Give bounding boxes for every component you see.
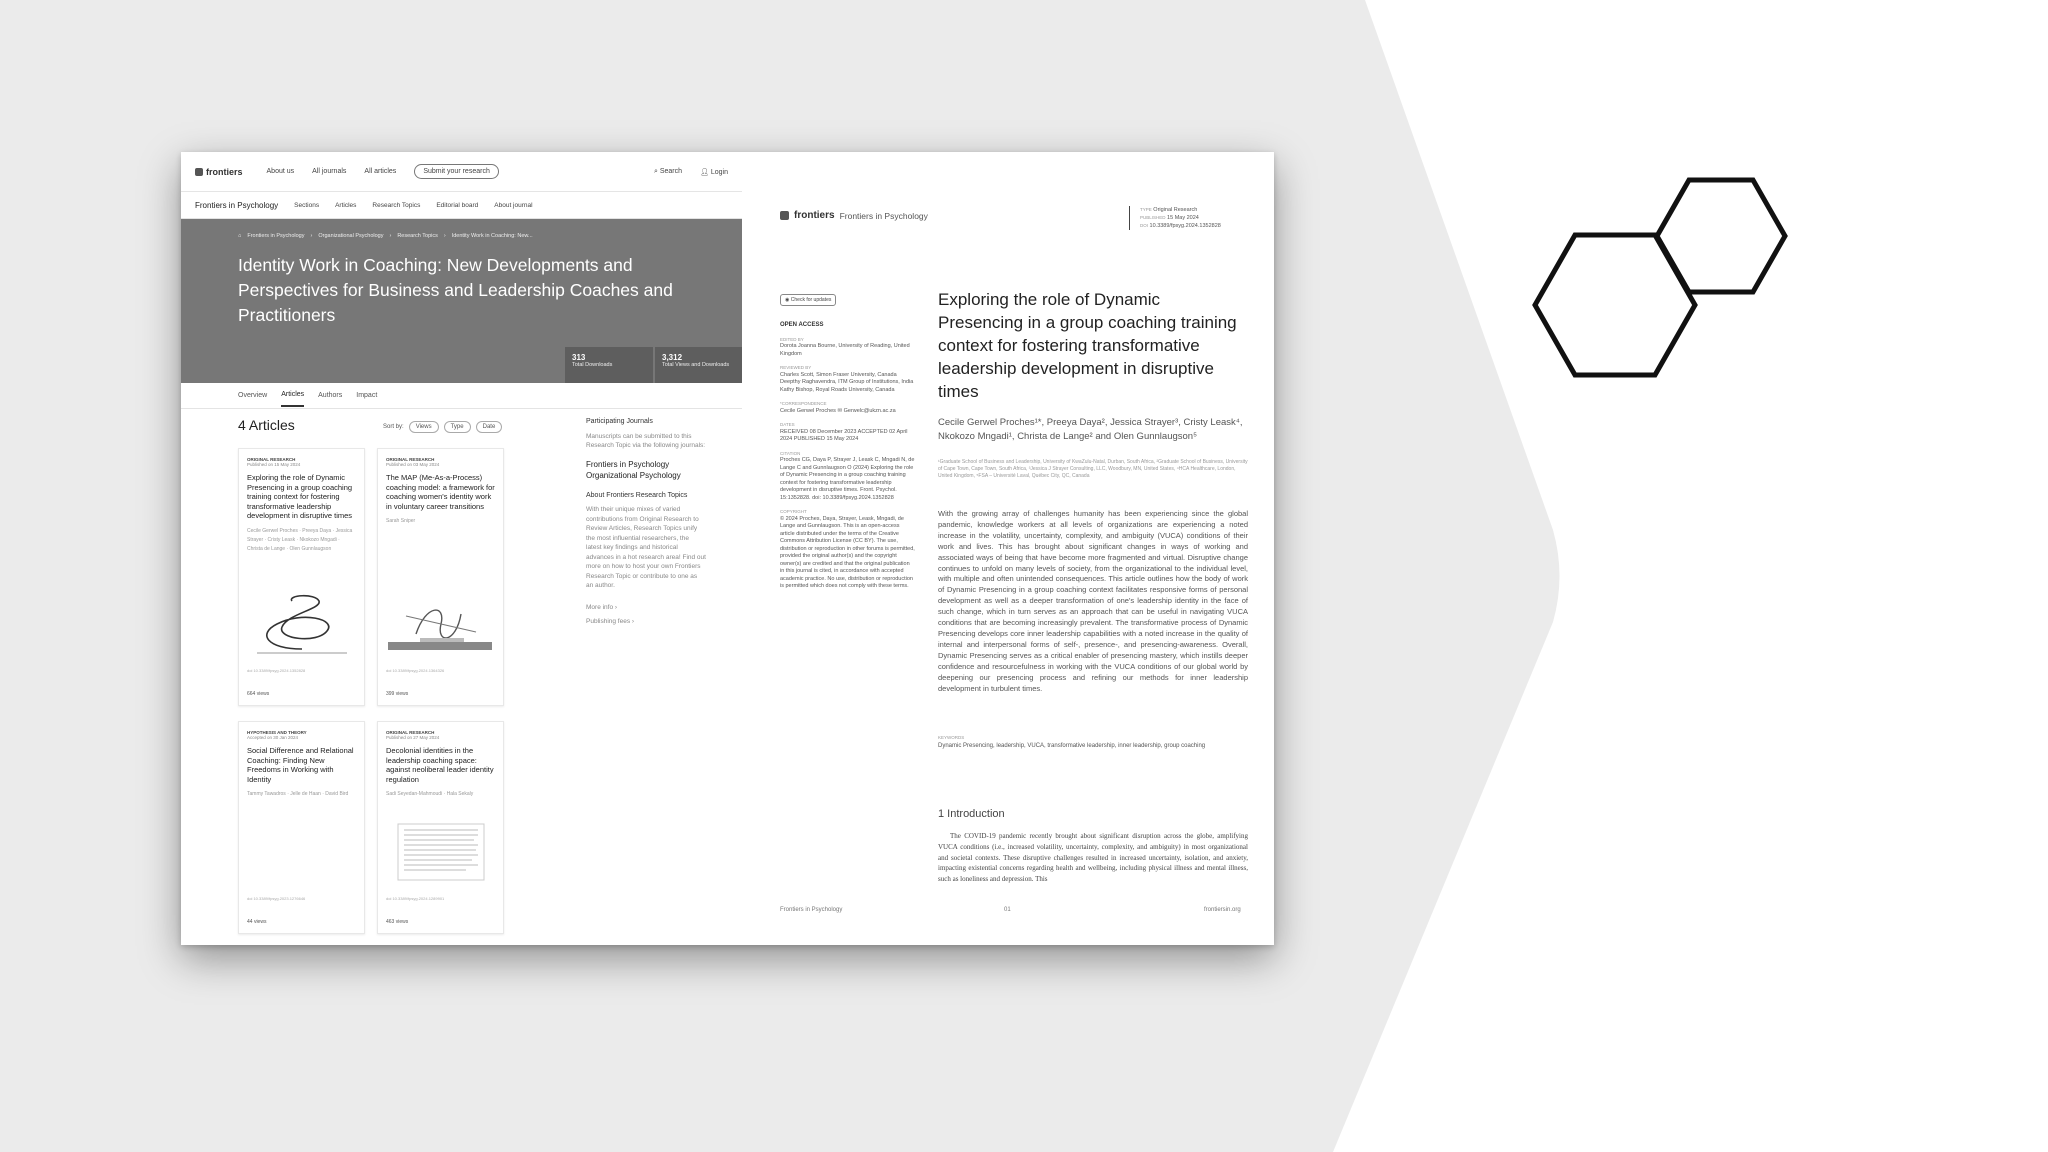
downloads-value: 313 (572, 353, 586, 362)
article-type: ORIGINAL RESEARCH (386, 457, 435, 462)
subnav-sections[interactable]: Sections (294, 201, 320, 209)
subnav-about-journal[interactable]: About journal (494, 201, 533, 209)
article-meta (1129, 206, 1221, 230)
nav-about-us[interactable]: About us (266, 168, 295, 175)
article-doi: doi 10.3389/fpsyg.2024.1352828 (247, 668, 306, 673)
article-card[interactable] (377, 448, 504, 706)
article-doi: doi 10.3389/fpsyg.2024.1289901 (386, 896, 445, 901)
breadcrumb-current: Identity Work in Coaching: New... (451, 233, 533, 239)
tab-impact[interactable]: Impact (356, 392, 378, 399)
footer-site: frontiersin.org (1204, 907, 1241, 913)
articles-count: 4 Articles (238, 417, 295, 433)
dates-block: DATES RECEIVED 08 December 2023 ACCEPTED 02 April 2024 PUBLISHED 15 May 2024 (780, 422, 908, 442)
breadcrumb-journal[interactable]: Frontiers in Psychology (247, 233, 305, 239)
article-keywords (938, 734, 1248, 750)
sort-controls (383, 421, 502, 433)
article-date: Accepted on 30 Jan 2024 (247, 735, 299, 740)
keywords-text: Dynamic Presencing, leadership, VUCA, transformative leadership, inner leadership, group coaching (938, 743, 1206, 749)
participating-journals-text: Manuscripts can be submitted to this Research Topic via the following journals: (586, 432, 706, 449)
article-title[interactable]: Social Difference and Relational Coaching: Finding New Freedoms in Working with Identity (247, 746, 354, 784)
views-label: Total Views and Downloads (662, 362, 730, 368)
article-title: Exploring the role of Dynamic Presencing in a group coaching training context for fostering transformative leadership development in disruptive times (938, 290, 1237, 401)
tab-overview[interactable]: Overview (238, 392, 268, 399)
check-updates-label: Check for updates (790, 297, 832, 303)
nav-all-journals[interactable]: All journals (312, 168, 347, 175)
map-model-diagram-thumbnail (386, 594, 496, 659)
correspondence-block: *CORRESPONDENCE Cecile Gerwel Proches ✉ Gerwelc@ukzn.ac.za (780, 401, 896, 414)
sort-label: Sort by: (383, 424, 404, 430)
article-type: ORIGINAL RESEARCH (247, 457, 296, 462)
tab-articles[interactable]: Articles (281, 384, 304, 407)
article-authors: Sarah Sniper (386, 518, 416, 524)
pdf-journal: Frontiers in Psychology (839, 210, 928, 221)
article-type: ORIGINAL RESEARCH (386, 730, 435, 735)
article-date: Published on 27 May 2024 (386, 735, 440, 740)
article-type: HYPOTHESIS AND THEORY (247, 730, 307, 735)
subnav-articles[interactable]: Articles (335, 201, 357, 209)
article-sidebar-info (780, 322, 915, 597)
more-info-link[interactable]: More info › (586, 603, 618, 611)
article-card[interactable] (377, 721, 504, 934)
article-card[interactable] (238, 448, 365, 706)
about-topics-text: With their unique mixes of varied contributions from Original Research to Review Articles, Research Topics unify the most influential researchers, the latest key findings and historical advances in a hot research area! Find out more on how to host your own Frontiers Research Topic or contribute to one as an author. (586, 506, 706, 589)
tab-authors[interactable]: Authors (318, 392, 343, 399)
about-topics-heading: About Frontiers Research Topics (586, 491, 688, 499)
research-topic-page (181, 152, 742, 945)
breadcrumb: ⌂ Frontiers in Psychology › Organizational Psychology › Research Topics › Identity Work in Coaching: New... (238, 233, 533, 239)
article-abstract: With the growing array of challenges humanity has been experiencing since the global pandemic, knowledge workers at all levels of organizations are experiencing a noted increase in the volatility, uncertainty, complexity, and ambiguity (VUCA) conditions of their work and lives. This has brought about significant changes in ways of working and associated ways of being that have become more fragmented and virtual. Disruptive change continues to unfold on many levels of society, from the organizational to the individual level, with multiple and often unintended consequences. This article outlines how the body of work of Dynamic Presencing in a group coaching context facilitates responsive forms of personal development as well as a deeper transformation of one's leadership identity in the face of such change, which in turn serves as an approach that can be useful in navigating VUCA conditions that are becoming increasingly prevalent. The transformative process of Dynamic Presencing develops core inner leadership capabilities with a noted increase in the quality of internal and interpersonal forms of self-, presence-, and presencing-awareness. Overall, Dynamic Presencing serves as a critical enabler of presencing mastery, which instills deeper confidence and resourcefulness in working with the VUCA conditions of our global world by deepening our presencing process and refining our methods for inner leadership development in turbulent times. (938, 509, 1248, 693)
pdf-header-logo (780, 210, 928, 221)
frontiers-logo-icon (195, 168, 203, 176)
introduction-heading: 1 Introduction (938, 808, 1005, 820)
topic-tabs (181, 383, 742, 409)
introduction-text: The COVID-19 pandemic recently brought about significant disruption across the globe, amplifying VUCA conditions (i.e., increased volatility, uncertainty, complexity, and ambiguity) in most organizational and societal contexts. These disruptive challenges resulted in increased uncertainty, isolation, and anxiety, impacting existential concerns regarding health and wellbeing, including physical illness and mental illness, such as loneliness and depression. This (938, 832, 1248, 884)
topic-sidebar (586, 417, 706, 627)
meta-published: PUBLISHED 15 May 2024 (1140, 215, 1199, 221)
participating-journals-heading: Participating Journals (586, 418, 653, 425)
article-title[interactable]: The MAP (Me-As-a-Process) coaching model: a framework for coaching women's identity work in voluntary career transitions (386, 473, 495, 511)
brand-text: frontiers (206, 166, 243, 177)
top-navigation (181, 152, 742, 192)
search-link[interactable]: ⌕ Search (653, 167, 683, 175)
article-views: 463 views (386, 919, 409, 925)
article-card[interactable] (238, 721, 365, 934)
text-page-thumbnail (386, 822, 496, 882)
home-icon[interactable]: ⌂ (238, 233, 242, 239)
topic-title: Identity Work in Coaching: New Developments and Perspectives for Business and Leadership Coaches and Practitioners (238, 255, 673, 325)
sort-views[interactable]: Views (409, 421, 439, 433)
article-title[interactable]: Decolonial identities in the leadership coaching space: against neoliberal leader identity regulation (386, 746, 494, 784)
article-views: 44 views (247, 919, 267, 925)
subnav-research-topics[interactable]: Research Topics (372, 201, 421, 209)
reviewed-by-block: REVIEWED BY Charles Scott, Simon Fraser University, Canada Deepthy Raghavendra, ITM Group of Institutions, India Kathy Bishop, Royal Roads University, Canada (780, 365, 914, 393)
publishing-fees-label: Publishing fees (586, 618, 631, 625)
frontiers-logo[interactable] (195, 167, 243, 177)
open-access-label: OPEN ACCESS (780, 322, 824, 328)
nav-all-articles[interactable]: All articles (364, 168, 397, 175)
downloads-stat (565, 347, 653, 383)
article-doi: doi 10.3389/fpsyg.2024.1364326 (386, 668, 445, 673)
check-updates-button[interactable]: ◉ Check for updates (780, 294, 836, 306)
citation-block: CITATION Proches CG, Daya P, Strayer J, Leask C, Mngadi N, de Lange C and Gunnlaugson O (2024) Exploring the role of Dynamic Presencing in a group coaching training context for fostering transformative leadership development in disruptive times. Front. Psychol. 15:1352828. doi: 10.3389/fpsyg.2024.1352828 (780, 450, 915, 501)
two-hexagon-outline-icon (1530, 170, 1810, 390)
pdf-brand: frontiers (794, 210, 835, 221)
views-value: 3,312 (662, 353, 683, 362)
breadcrumb-section[interactable]: Organizational Psychology (318, 233, 384, 239)
copyright-block: COPYRIGHT © 2024 Proches, Daya, Strayer, Leask, Mngadi, de Lange and Gunnlaugson. This is an open-access article distributed under the terms of the Creative Commons Attribution License (CC BY). The use, distribution or reproduction in other forums is permitted, provided the original author(s) and the copyright owner(s) are credited and that the original publication in this journal is cited, in accordance with accepted academic practice. No use, distribution or reproduction is permitted which does not comply with these terms. (780, 509, 915, 589)
views-stat (655, 347, 742, 383)
journal-subnav (181, 192, 742, 219)
publishing-fees-link[interactable]: Publishing fees › (586, 618, 635, 625)
footer-journal: Frontiers in Psychology (780, 907, 843, 913)
article-authors: Sadi Seyedan-Mahmoudi · Hala Sekaly (386, 791, 474, 797)
topic-hero (181, 219, 742, 383)
keywords-label: KEYWORDS (938, 735, 965, 740)
submit-research-button[interactable]: Submit your research (414, 164, 499, 179)
spiral-sketch-thumbnail (247, 589, 357, 659)
search-label: Search (659, 167, 683, 175)
article-authors: Tammy Tawadros · Jelle de Haan · David Bird (247, 791, 349, 797)
journal-section-link[interactable]: Frontiers in Psychology Organizational Psychology (586, 459, 681, 480)
subnav-editorial-board[interactable]: Editorial board (436, 201, 479, 209)
article-title[interactable]: Exploring the role of Dynamic Presencing in a group coaching training context for fostering transformative leadership development in disruptive times (247, 473, 353, 520)
article-doi: doi 10.3389/fpsyg.2023.1276646 (247, 896, 306, 901)
article-authors: Cecile Gerwel Proches · Preeya Daya · Jessica Strayer · Cristy Leask · Nkokozo Mngadi · Christa de Lange · Olen Gunnlaugson (247, 527, 353, 552)
frontiers-logo-icon (780, 211, 789, 220)
more-info-label: More info (586, 603, 614, 611)
meta-type: TYPE Original Research (1140, 207, 1198, 213)
footer-page-number: 01 (1004, 907, 1011, 913)
login-link[interactable]: 👤︎ Login (700, 168, 728, 176)
article-authors: Cecile Gerwel Proches¹*, Preeya Daya², Jessica Strayer³, Cristy Leask⁴, Nkokozo Mngadi¹, Christa de Lange² and Olen Gunnlaugson⁵ (938, 417, 1243, 442)
article-affiliations: ¹Graduate School of Business and Leadership, University of KwaZulu-Natal, Durban, South Africa, ²Graduate School of Business, University of Cape Town, Cape Town, South Africa, ³Jessica J Strayer Consulting, LLC, Woodbury, MN, United States, ⁴HCA Healthcare, London, United Kingdom, ⁵FSA – Université Laval, Québec City, QC, Canada (938, 459, 1248, 479)
breadcrumb-topics[interactable]: Research Topics (397, 233, 438, 239)
sort-type[interactable]: Type (444, 421, 471, 433)
journal-name[interactable]: Frontiers in Psychology (195, 200, 279, 210)
meta-doi: DOI 10.3389/fpsyg.2024.1352828 (1140, 223, 1221, 229)
article-views: 399 views (386, 691, 409, 697)
article-views: 664 views (247, 691, 270, 697)
downloads-label: Total Downloads (572, 362, 613, 368)
sort-date[interactable]: Date (476, 421, 503, 433)
edited-by-block: EDITED BY Dorota Joanna Bourne, University of Reading, United Kingdom (780, 336, 910, 357)
article-date: Published on 03 May 2024 (386, 462, 440, 467)
article-date: Published on 15 May 2024 (247, 462, 301, 467)
article-pdf-page (742, 152, 1274, 945)
screenshot-card (181, 152, 1274, 945)
login-label: Login (710, 168, 728, 176)
